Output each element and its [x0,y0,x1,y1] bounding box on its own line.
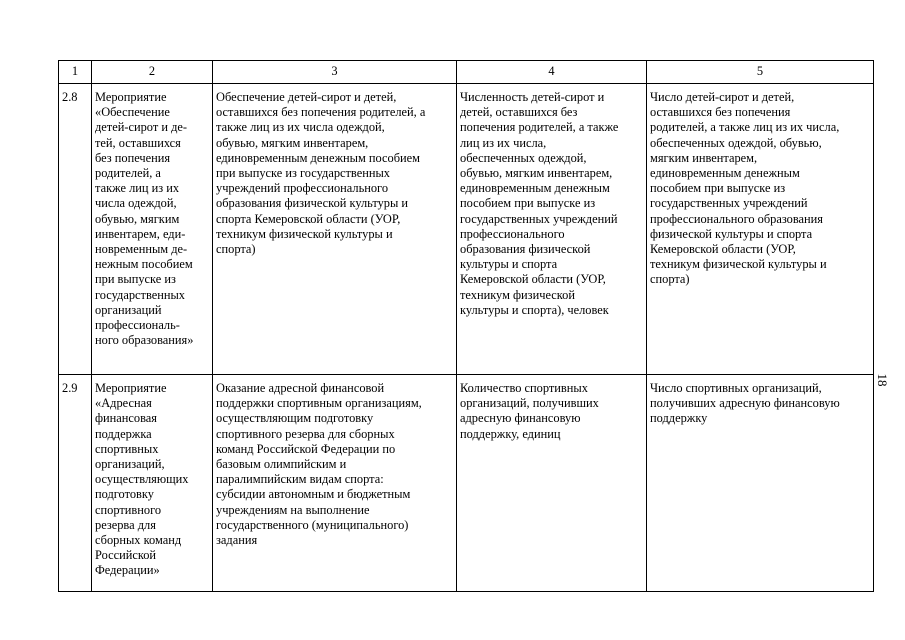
header-cell-2: 2 [92,61,213,84]
header-cell-4: 4 [457,61,647,84]
text-line: команд Российской Федерации по [216,441,396,456]
text-line: физической культуры и спорта [650,226,813,241]
text-line: Кемеровской области (УОР, [460,272,606,287]
indicator-name-cell [457,375,647,592]
text-line: профессионального [460,226,565,241]
text-line: государственных учреждений [650,196,808,211]
text-line: родителей, а также лиц из их числа, [650,120,840,135]
text-line: спортивного [95,502,162,517]
text-line: лиц из их числа, [460,135,547,150]
text-line: базовым олимпийским и [216,457,347,472]
text-line: попечения родителей, а также [460,120,619,135]
text-line: адресную финансовую [460,411,581,426]
text-line: Количество спортивных [460,381,588,395]
text-line: спортивных [95,441,159,456]
text-line: единовременным денежным [650,166,800,181]
text-line: мягким инвентарем, [650,150,758,165]
header-cell-1: 1 [59,61,92,84]
text-line: обеспеченных одеждой, обувью, [650,135,822,150]
header-cell-5: 5 [647,61,874,84]
indicators-table [58,60,874,592]
text-line: Мероприятие [95,90,167,104]
text-line: субсидии автономным и бюджетным [216,487,411,502]
text-line: учреждений профессионального [216,181,389,196]
text-line: оставшихся без попечения [650,105,791,120]
text-line: Обеспечение детей-сирот и детей, [216,90,397,104]
text-line: спорта) [216,242,256,257]
table-row [59,375,874,592]
text-line: Оказание адресной финансовой [216,381,385,395]
text-line: инвентарем, еди- [95,226,186,241]
text-line: культуры и спорта [460,257,558,272]
text-line: государственных [95,287,186,302]
indicator-method-cell [647,84,874,375]
text-line: Число спортивных организаций, [650,381,822,395]
indicator-method-cell [647,375,874,592]
event-name-cell [92,84,213,375]
text-line: единовременным денежным пособием [216,150,421,165]
text-line: учреждениям на выполнение [216,502,370,517]
text-line: Федерации» [95,563,160,578]
text-line: спорта) [650,272,690,287]
text-line: техникум физической культуры и [650,257,827,272]
text-line: образования физической [460,242,591,257]
text-line: обувью, мягким инвентарем, [460,166,613,181]
text-line: сборных команд [95,533,182,548]
text-line: Число детей-сирот и детей, [650,90,795,104]
text-line: новременным де- [95,242,188,257]
row-number: 2.9 [59,375,92,592]
text-line: также лиц из их числа одеждой, [216,120,385,135]
text-line: культуры и спорта), человек [460,302,609,317]
text-line: обеспеченных одеждой, [460,150,587,165]
text-line: техникум физической [460,287,575,302]
text-line: резерва для [95,517,156,532]
text-line: Российской [95,548,157,563]
text-line: подготовку [95,487,154,502]
text-line: детей, оставшихся без [460,105,578,120]
text-line: при выпуске из [95,272,176,287]
text-line: без попечения [95,150,171,165]
text-line: родителей, а [95,166,161,181]
text-line: получивших адресную финансовую [650,396,840,411]
text-line: «Обеспечение [95,105,170,120]
text-line: также лиц из их [95,181,180,196]
indicator-name-cell [457,84,647,375]
text-line: Численность детей-сирот и [460,90,605,104]
text-line: пособием при выпуске из [460,196,596,211]
text-line: Кемеровской области (УОР, [650,242,796,257]
event-description-cell [213,375,457,592]
text-line: пособием при выпуске из [650,181,786,196]
text-line: организаций [95,302,162,317]
text-line: профессиональ- [95,318,180,333]
text-line: поддержки спортивным организациям, [216,396,422,411]
text-line: поддержку [650,411,708,426]
text-line: профессионального образования [650,211,824,226]
table-header-row [59,61,874,84]
text-line: нежным пособием [95,257,193,272]
text-line: задания [216,533,258,548]
row-number: 2.8 [59,84,92,375]
text-line: спорта Кемеровской области (УОР, [216,211,401,226]
text-line: Мероприятие [95,381,167,395]
text-line: обувью, мягким инвентарем, [216,135,369,150]
text-line: детей-сирот и де- [95,120,188,135]
text-line: государственных учреждений [460,211,618,226]
text-line: единовременным денежным [460,181,610,196]
event-name-cell [92,375,213,592]
text-line: поддержку, единиц [460,426,561,441]
text-line: «Адресная [95,396,152,411]
text-line: финансовая [95,411,158,426]
text-line: поддержка [95,426,152,441]
text-line: оставшихся без попечения родителей, а [216,105,426,120]
text-line: осуществляющих [95,472,189,487]
text-line: паралимпийским видам спорта: [216,472,384,487]
text-line: техникум физической культуры и [216,226,393,241]
text-line: организаций, получивших [460,396,599,411]
text-line: тей, оставшихся [95,135,181,150]
event-description-cell [213,84,457,375]
text-line: спортивного резерва для сборных [216,426,395,441]
text-line: числа одеждой, [95,196,177,211]
text-line: при выпуске из государственных [216,166,390,181]
text-line: организаций, [95,457,165,472]
text-line: обувью, мягким [95,211,180,226]
text-line: ного образования» [95,333,194,348]
text-line: государственного (муниципального) [216,517,409,532]
page-number: 18 [875,373,890,387]
table-row [59,84,874,375]
text-line: осуществляющим подготовку [216,411,374,426]
text-line: образования физической культуры и [216,196,409,211]
header-cell-3: 3 [213,61,457,84]
